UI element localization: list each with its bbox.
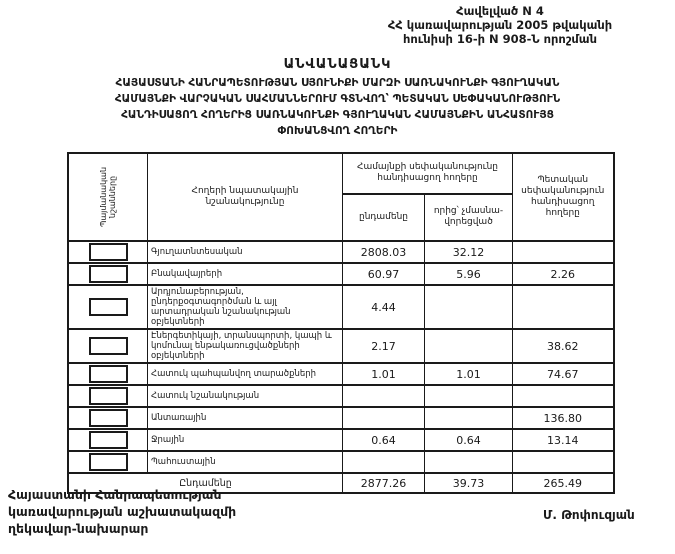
legend-cell xyxy=(68,429,148,451)
row-total-value xyxy=(343,407,425,429)
table-row-settlements xyxy=(68,263,614,285)
legend-cell xyxy=(68,285,148,329)
legend-cell xyxy=(68,407,148,429)
legend-box xyxy=(89,243,128,261)
legend-box xyxy=(89,265,128,283)
row-not-privatized-value xyxy=(425,329,513,363)
legend-cell xyxy=(68,329,148,363)
signatory-title-line2: կառավարության աշխատակազմի xyxy=(8,504,237,519)
row-not-privatized-value xyxy=(425,407,513,429)
row-not-privatized-value xyxy=(425,385,513,407)
total-row-state-value: 265.49 xyxy=(513,473,614,493)
row-not-privatized-value xyxy=(425,285,513,329)
row-total-value: 0.64 xyxy=(343,429,425,451)
total-row-label: Ընդամենը xyxy=(68,473,343,493)
row-total-value: 2.17 xyxy=(343,329,425,363)
row-state-value: 2.26 xyxy=(513,263,614,285)
row-state-value: 38.62 xyxy=(513,329,614,363)
appendix-header-line3: հունիսի 16-ի N 908-Ն որոշման xyxy=(403,32,597,46)
row-total-value: 1.01 xyxy=(343,363,425,385)
row-label: Գյուղատնտեսական xyxy=(148,241,343,263)
row-label: Պահուստային xyxy=(148,451,343,473)
legend-box xyxy=(89,409,128,427)
row-state-value: 13.14 xyxy=(513,429,614,451)
symbols-column-header: Պայմանական նշանները xyxy=(99,166,117,228)
legend-cell xyxy=(68,241,148,263)
row-total-value: 2808.03 xyxy=(343,241,425,263)
state-column-header: Պետական սեփականություն հանդիսացող հողերը xyxy=(513,153,614,241)
legend-box xyxy=(89,387,128,405)
document-title-line2: ՀԱՅԱՍՏԱՆԻ ՀԱՆՐԱՊԵՏՈՒԹՅԱՆ ՍՅՈՒՆԻՔԻ ՄԱՐԶԻ ՍԱՌՆԱԿՈՒՆՔԻ ԳՅՈՒՂԱԿԱՆ xyxy=(115,77,560,89)
symbols-header-wrap xyxy=(72,155,144,239)
signatory-title-line3: ղեկավար-նախարար xyxy=(8,521,149,536)
land-allocation-table xyxy=(67,152,615,494)
row-label: Ջրային xyxy=(148,429,343,451)
table-row-special-purpose xyxy=(68,385,614,407)
row-label: Էներգետիկայի, տրանսպորտի, կապի և կոմունալ ենթակառուցվածքների օբյեկտների xyxy=(148,329,343,363)
legend-box xyxy=(89,453,128,471)
row-total-value xyxy=(343,451,425,473)
not-privatized-subheader: որից՝ չմասնավորեցված xyxy=(425,194,513,241)
row-not-privatized-value xyxy=(425,451,513,473)
appendix-header-line2: ՀՀ կառավարության 2005 թվականի xyxy=(387,18,613,32)
row-state-value xyxy=(513,385,614,407)
total-subheader: ընդամենը xyxy=(343,194,425,241)
row-total-value xyxy=(343,385,425,407)
legend-box xyxy=(89,365,128,383)
document-title-line4: ՀԱՆԴԻՍԱՑՈՂ ՀՈՂԵՐԻՑ ՍԱՌՆԱԿՈՒՆՔԻ ԳՅՈՒՂԱԿԱՆ ՀԱՄԱՅՆՔԻՆ ԱՆՀԱՏՈՒՅՑ xyxy=(121,109,554,121)
table-row-industrial xyxy=(68,285,614,329)
table-row-protected-areas xyxy=(68,363,614,385)
document-title-line3: ՀԱՄԱՅՆՔԻ ՎԱՐՉԱԿԱՆ ՍԱՀՄԱՆՆԵՐՈՒՄ ԳՏՆՎՈՂ՝ ՊԵՏԱԿԱՆ ՍԵՓԱԿԱՆՈՒԹՅՈՒՆ xyxy=(114,93,561,105)
total-row-not-privatized-value: 39.73 xyxy=(425,473,513,493)
appendix-header-line1: Հավելված N 4 xyxy=(456,4,544,18)
row-total-value: 60.97 xyxy=(343,263,425,285)
table-row-water xyxy=(68,429,614,451)
community-group-header: Համայնքի սեփականությունը հանդիսացող հողերը xyxy=(343,153,513,194)
row-state-value xyxy=(513,285,614,329)
legend-cell xyxy=(68,385,148,407)
row-label: Արդյունաբերության, ընդերքօգտագործման և այլ արտադրական նշանակության օբյեկտների xyxy=(148,285,343,329)
total-row-total-value: 2877.26 xyxy=(343,473,425,493)
appendix-header xyxy=(335,4,665,46)
row-state-value: 74.67 xyxy=(513,363,614,385)
legend-box xyxy=(89,337,128,355)
legend-box xyxy=(89,431,128,449)
table-row-energy-transport xyxy=(68,329,614,363)
document-title xyxy=(40,57,635,139)
table-header-row-1 xyxy=(68,153,614,194)
row-not-privatized-value: 5.96 xyxy=(425,263,513,285)
signatory-title-line1: Հայաստանի Հանրապետության xyxy=(8,487,222,502)
row-state-value xyxy=(513,241,614,263)
legend-cell xyxy=(68,263,148,285)
legend-box xyxy=(89,298,128,316)
signatory-name: Մ. Թոփուզյան xyxy=(543,508,635,522)
table-row-forest xyxy=(68,407,614,429)
row-not-privatized-value: 32.12 xyxy=(425,241,513,263)
legend-cell xyxy=(68,451,148,473)
purpose-column-header: Հողերի նպատակային նշանակությունը xyxy=(148,153,343,241)
row-state-value xyxy=(513,451,614,473)
row-label: Հատուկ պահպանվող տարածքների xyxy=(148,363,343,385)
row-state-value: 136.80 xyxy=(513,407,614,429)
row-label: Հատուկ նշանակության xyxy=(148,385,343,407)
document-title-main: ԱՆՎԱՆԱՑԱՆԿ xyxy=(283,57,392,72)
row-not-privatized-value: 0.64 xyxy=(425,429,513,451)
legend-cell xyxy=(68,363,148,385)
row-label: Անտառային xyxy=(148,407,343,429)
document-title-line5: ՓՈԽԱՆՑՎՈՂ ՀՈՂԵՐԻ xyxy=(277,125,398,137)
row-not-privatized-value: 1.01 xyxy=(425,363,513,385)
row-total-value: 4.44 xyxy=(343,285,425,329)
table-row-reserve xyxy=(68,451,614,473)
table-row-agricultural xyxy=(68,241,614,263)
row-label: Բնակավայրերի xyxy=(148,263,343,285)
symbols-column-header-cell xyxy=(68,153,148,241)
signatory-title-block xyxy=(8,486,236,537)
